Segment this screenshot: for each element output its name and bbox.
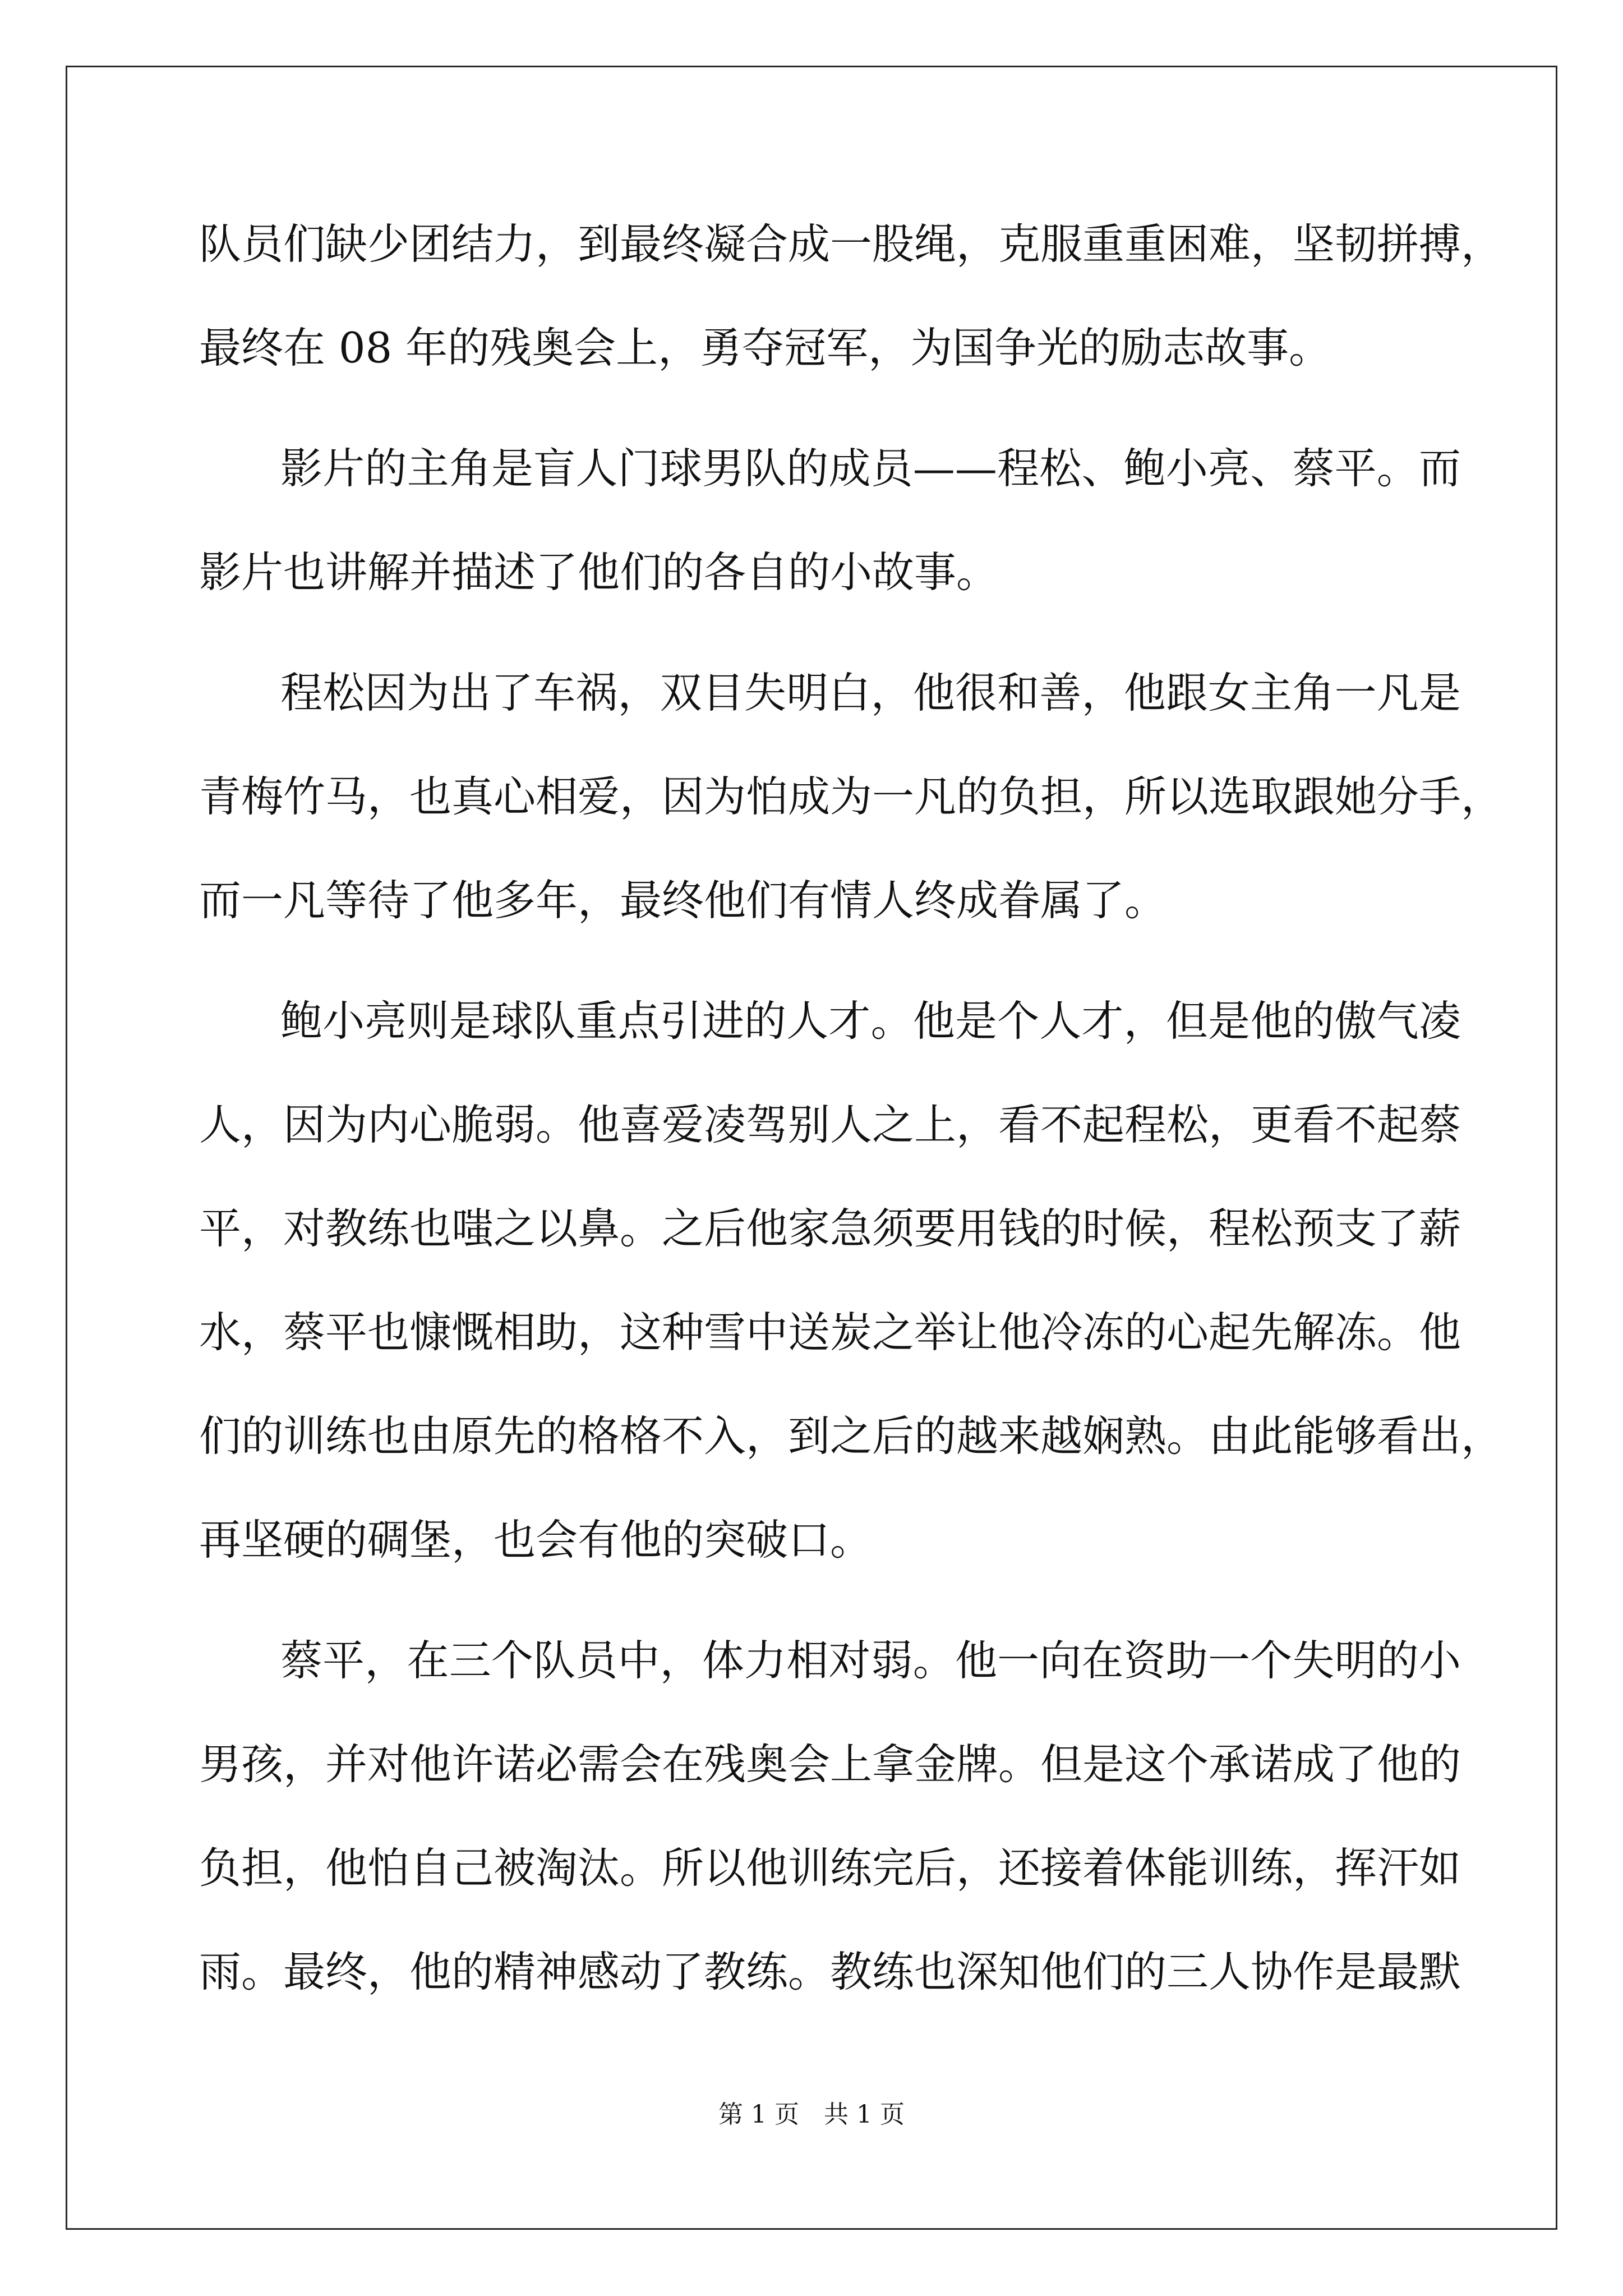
text-line: 再坚硬的碉堡，也会有他的突破口。 [199,1515,873,1565]
text-line: 负担，他怕自己被淘汰。所以他训练完后，还接着体能训练，挥汗如 [199,1843,1461,1893]
text-line: 影片的主角是盲人门球男队的成员——程松、鲍小亮、蔡平。而 [280,444,1461,493]
text-line: 人，因为内心脆弱。他喜爱凌驾别人之上，看不起程松，更看不起蔡 [199,1100,1461,1149]
text-line: 雨。最终，他的精神感动了教练。教练也深知他们的三人协作是最默 [199,1947,1461,1996]
text-line: 程松因为出了车祸，双目失明白，他很和善，他跟女主角一凡是 [280,668,1461,717]
text-line: 蔡平，在三个队员中，体力相对弱。他一向在资助一个失明的小 [280,1636,1461,1685]
text-line: 鲍小亮则是球队重点引进的人才。他是个人才，但是他的傲气凌 [280,996,1461,1046]
text-line: 青梅竹马，也真心相爱，因为怕成为一凡的负担，所以选取跟她分手， [199,772,1504,821]
text-line: 最终在 08 年的残奥会上，勇夺冠军，为国争光的励志故事。 [199,323,1331,372]
text-line: 影片也讲解并描述了他们的各自的小故事。 [199,547,999,597]
page-footer: 第 1 页 共 1 页 [718,2100,905,2129]
text-line: 们的训练也由原先的格格不入，到之后的越来越娴熟。由此能够看出， [199,1411,1504,1461]
text-line: 男孩，并对他许诺必需会在残奥会上拿金牌。但是这个承诺成了他的 [199,1740,1461,1789]
text-line: 队员们缺少团结力，到最终凝合成一股绳，克服重重困难，坚韧拼搏， [199,219,1504,269]
text-line: 平，对教练也嗤之以鼻。之后他家急须要用钱的时候，程松预支了薪 [199,1204,1461,1253]
text-line: 而一凡等待了他多年，最终他们有情人终成眷属了。 [199,876,1167,925]
text-line: 水，蔡平也慷慨相助，这种雪中送炭之举让他冷冻的心起先解冻。他 [199,1308,1461,1357]
